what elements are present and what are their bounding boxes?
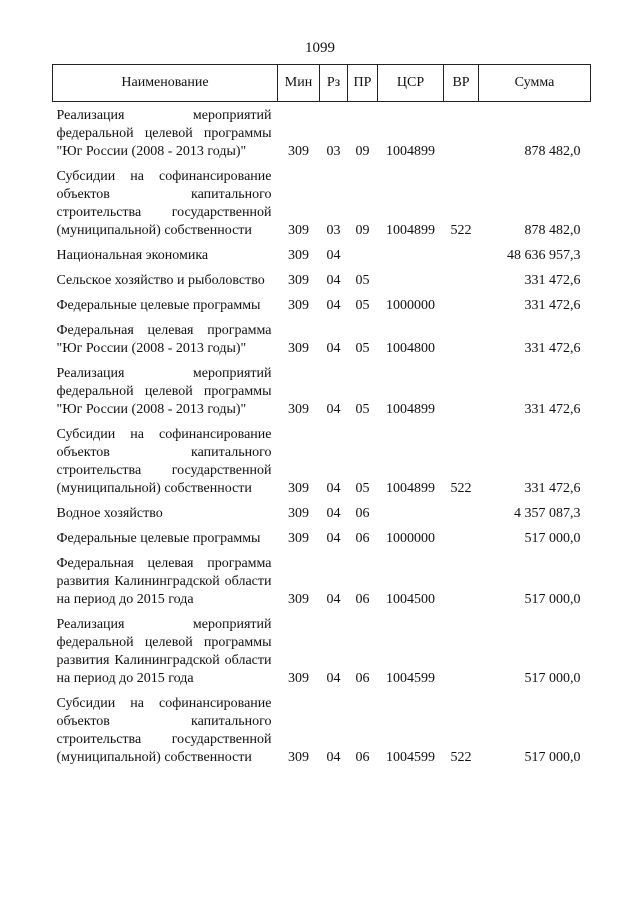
cell-csr xyxy=(378,267,444,292)
page-number: 1099 xyxy=(305,40,335,56)
header-pr: ПР xyxy=(348,65,378,102)
table-row xyxy=(53,163,591,242)
cell-csr: 1004599 xyxy=(386,671,435,686)
cell-min: 309 xyxy=(288,223,309,238)
cell-vr xyxy=(444,525,479,550)
cell-csr xyxy=(378,500,444,525)
cell-name: Федеральная целевая программа "Юг России (2008 - 2013 годы)" xyxy=(56,323,272,356)
table-row xyxy=(53,690,591,769)
cell-vr xyxy=(444,360,479,421)
cell-pr: 05 xyxy=(355,402,370,417)
table-row xyxy=(53,525,591,550)
cell-vr xyxy=(444,292,479,317)
table-row xyxy=(53,360,591,421)
cell-vr xyxy=(444,550,479,611)
table-row xyxy=(53,317,591,360)
cell-rz: 03 xyxy=(326,223,341,238)
cell-rz: 04 xyxy=(326,481,341,496)
cell-vr xyxy=(444,242,479,267)
cell-sum: 4 357 087,3 xyxy=(514,506,581,521)
cell-vr xyxy=(444,611,479,690)
cell-csr: 1000000 xyxy=(386,298,435,313)
table-row xyxy=(53,611,591,690)
table-row xyxy=(53,550,591,611)
cell-sum: 331 472,6 xyxy=(524,481,581,496)
cell-name: Федеральные целевые программы xyxy=(56,531,261,546)
cell-name: Реализация мероприятий федеральной целевой программы "Юг России (2008 - 2013 годы)" xyxy=(56,366,272,417)
cell-csr xyxy=(378,242,444,267)
cell-vr xyxy=(444,267,479,292)
cell-pr: 09 xyxy=(355,144,370,159)
cell-sum: 878 482,0 xyxy=(524,144,581,159)
cell-rz: 04 xyxy=(326,298,341,313)
cell-pr: 05 xyxy=(355,273,370,288)
cell-min: 309 xyxy=(288,402,309,417)
cell-pr: 05 xyxy=(355,341,370,356)
cell-name: Водное хозяйство xyxy=(56,506,163,521)
cell-sum: 517 000,0 xyxy=(524,592,581,607)
cell-csr: 1004899 xyxy=(386,223,435,238)
cell-rz: 04 xyxy=(326,750,341,765)
cell-rz: 03 xyxy=(326,144,341,159)
header-sum: Сумма xyxy=(479,65,591,102)
cell-pr: 09 xyxy=(355,223,370,238)
cell-name: Реализация мероприятий федеральной целевой программы развития Калининградской области на период до 2015 года xyxy=(56,617,272,686)
header-vr: ВР xyxy=(444,65,479,102)
cell-sum: 331 472,6 xyxy=(524,341,581,356)
header-csr: ЦСР xyxy=(378,65,444,102)
cell-csr: 1004599 xyxy=(386,750,435,765)
cell-rz: 04 xyxy=(326,531,341,546)
cell-name: Субсидии на софинансирование объектов капитального строительства государственной (муниципальной) собственности xyxy=(56,696,272,765)
header-name: Наименование xyxy=(53,65,278,102)
cell-name: Субсидии на софинансирование объектов капитального строительства государственной (муниципальной) собственности xyxy=(56,169,272,238)
cell-name: Федеральные целевые программы xyxy=(56,298,261,313)
cell-name: Сельское хозяйство и рыболовство xyxy=(56,273,265,288)
cell-pr: 05 xyxy=(355,481,370,496)
cell-sum: 331 472,6 xyxy=(524,298,581,313)
cell-vr xyxy=(444,102,479,164)
cell-csr: 1004500 xyxy=(386,592,435,607)
table-header xyxy=(53,65,591,102)
cell-min: 309 xyxy=(288,248,309,263)
cell-sum: 878 482,0 xyxy=(524,223,581,238)
table-row xyxy=(53,292,591,317)
cell-min: 309 xyxy=(288,592,309,607)
cell-csr: 1000000 xyxy=(386,531,435,546)
cell-csr: 1004899 xyxy=(386,481,435,496)
cell-vr: 522 xyxy=(450,223,472,238)
cell-vr xyxy=(444,317,479,360)
cell-pr: 06 xyxy=(355,531,370,546)
cell-sum: 48 636 957,3 xyxy=(507,248,581,263)
cell-vr xyxy=(444,500,479,525)
cell-min: 309 xyxy=(288,273,309,288)
cell-name: Федеральная целевая программа развития Калининградской области на период до 2015 года xyxy=(56,556,272,607)
cell-name: Национальная экономика xyxy=(56,248,209,263)
cell-rz: 04 xyxy=(326,248,341,263)
cell-pr: 06 xyxy=(355,506,370,521)
cell-csr: 1004899 xyxy=(386,402,435,417)
cell-pr: 05 xyxy=(355,298,370,313)
table-row xyxy=(53,421,591,500)
cell-min: 309 xyxy=(288,671,309,686)
table-row xyxy=(53,242,591,267)
cell-pr xyxy=(348,242,378,267)
budget-table xyxy=(52,64,591,769)
header-rz: Рз xyxy=(320,65,348,102)
cell-sum: 517 000,0 xyxy=(524,531,581,546)
cell-rz: 04 xyxy=(326,402,341,417)
cell-sum: 331 472,6 xyxy=(524,402,581,417)
cell-csr: 1004899 xyxy=(386,144,435,159)
cell-pr: 06 xyxy=(355,592,370,607)
cell-name: Субсидии на софинансирование объектов капитального строительства государственной (муниципальной) собственности xyxy=(56,427,272,496)
cell-min: 309 xyxy=(288,750,309,765)
table-row xyxy=(53,500,591,525)
cell-rz: 04 xyxy=(326,506,341,521)
header-min: Мин xyxy=(278,65,320,102)
table-row xyxy=(53,267,591,292)
table-row xyxy=(53,102,591,164)
cell-min: 309 xyxy=(288,298,309,313)
cell-min: 309 xyxy=(288,481,309,496)
cell-rz: 04 xyxy=(326,592,341,607)
cell-rz: 04 xyxy=(326,341,341,356)
cell-vr: 522 xyxy=(450,750,472,765)
cell-rz: 04 xyxy=(326,273,341,288)
cell-sum: 517 000,0 xyxy=(524,750,581,765)
cell-min: 309 xyxy=(288,531,309,546)
cell-pr: 06 xyxy=(355,750,370,765)
cell-min: 309 xyxy=(288,506,309,521)
cell-min: 309 xyxy=(288,144,309,159)
cell-sum: 331 472,6 xyxy=(524,273,581,288)
cell-pr: 06 xyxy=(355,671,370,686)
cell-name: Реализация мероприятий федеральной целевой программы "Юг России (2008 - 2013 годы)" xyxy=(56,108,272,159)
cell-vr: 522 xyxy=(450,481,472,496)
cell-min: 309 xyxy=(288,341,309,356)
cell-rz: 04 xyxy=(326,671,341,686)
cell-csr: 1004800 xyxy=(386,341,435,356)
cell-sum: 517 000,0 xyxy=(524,671,581,686)
